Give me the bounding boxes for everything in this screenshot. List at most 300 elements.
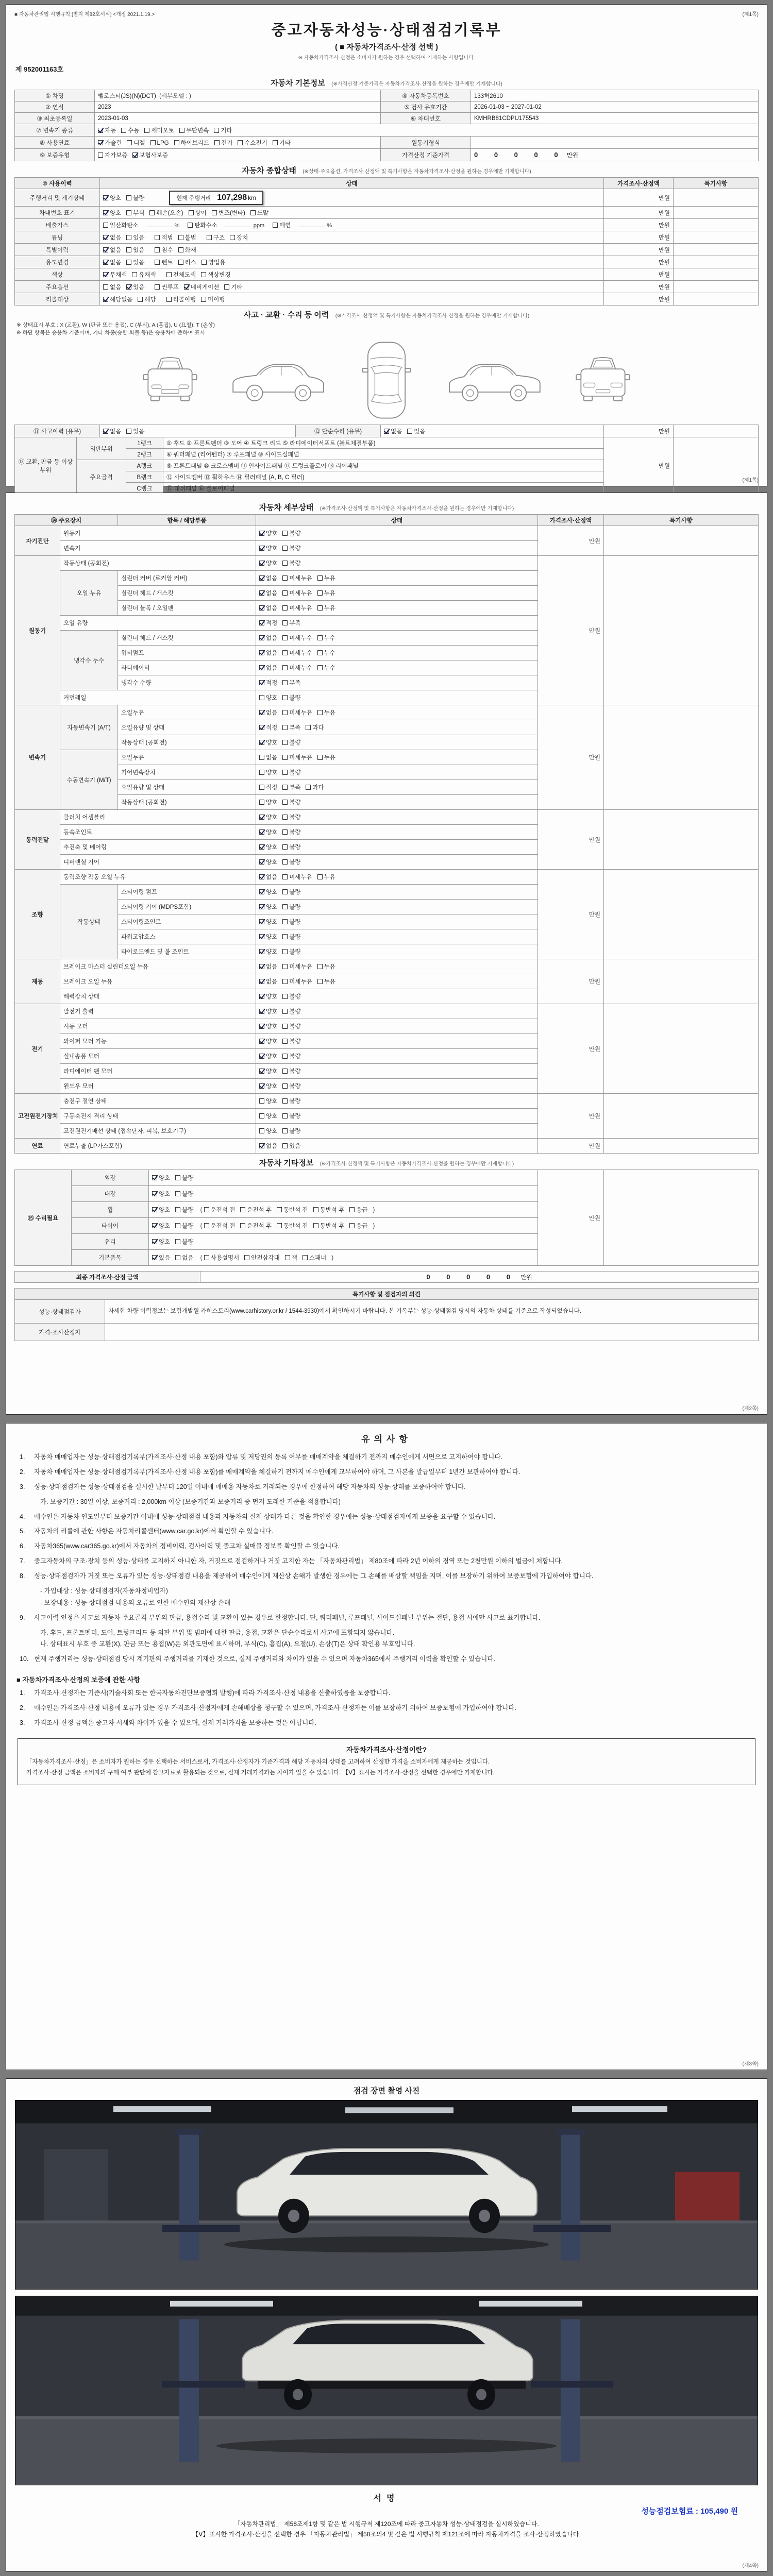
etc-item: 외장 <box>72 1170 149 1186</box>
checkbox-전기[interactable]: 전기 <box>214 139 232 147</box>
checkbox-운전석 전[interactable]: 운전석 전 <box>204 1206 236 1214</box>
detail-remark <box>604 959 759 1004</box>
checkbox-box <box>259 1039 264 1044</box>
checkbox-있음[interactable]: 있음 <box>282 1142 300 1150</box>
checkbox-box <box>155 235 160 240</box>
checkbox-양호[interactable]: 양호 <box>259 903 277 911</box>
checkbox-box <box>259 904 264 909</box>
checkbox-불량[interactable]: 불량 <box>175 1222 193 1230</box>
checkbox-box <box>282 710 288 715</box>
notice-item: 7. 중고자동차의 구조·장치 등의 성능·상태를 고지하지 아니한 자, 거짓으로 점검하거나 거짓 고지한 자는 「자동차관리법」 제80조에 따라 2년 이하의 징역 또는 2천만원 이하의 벌금에 처합니다. <box>20 1557 563 1565</box>
price-appraisal-info-box <box>18 1738 755 1785</box>
overall-condition-table <box>14 177 759 306</box>
checkbox-양호[interactable]: 양호 <box>259 1037 277 1045</box>
checkbox-부식[interactable]: 부식 <box>126 209 144 217</box>
checkbox-box <box>149 210 155 215</box>
checkbox-불량[interactable]: 불량 <box>175 1238 193 1246</box>
checkbox-box <box>259 755 264 760</box>
overall-row-status <box>100 189 604 207</box>
notice-item: 10. 현재 주행거리는 성능·상태점검 당시 계기판의 주행거리를 기재한 것으로, 실제 주행거리와 차이가 있을 수 있으며 자동차365에서 주행거리 이력을 확인할 수 있습니다. <box>20 1655 495 1663</box>
checkbox-불량[interactable]: 불량 <box>282 813 300 821</box>
checkbox-리콜이행[interactable]: 리콜이행 <box>166 295 196 303</box>
checkbox-불량[interactable]: 불량 <box>282 933 300 941</box>
overall-row-remark <box>674 293 759 306</box>
checkbox-전체도색[interactable]: 전체도색 <box>166 270 196 279</box>
car-diagram-top-view <box>356 340 417 421</box>
checkbox-영업용[interactable]: 영업용 <box>201 258 225 266</box>
checkbox-불량[interactable]: 불량 <box>175 1174 193 1182</box>
rank-row <box>15 437 759 449</box>
checkbox-양호[interactable]: 양호 <box>259 529 277 537</box>
checkbox-불량[interactable]: 불량 <box>282 1097 300 1105</box>
checkbox-미세누수[interactable]: 미세누수 <box>282 649 312 657</box>
etc-remark <box>604 1170 759 1266</box>
checkbox-box <box>259 740 264 745</box>
checkbox-box <box>150 140 156 145</box>
checkbox-box <box>184 284 189 290</box>
checkbox-box <box>282 650 288 655</box>
checkbox-누수[interactable]: 누수 <box>317 664 335 672</box>
checkbox-기타[interactable]: 기타 <box>224 283 242 291</box>
checkbox-양호[interactable]: 양호 <box>259 1127 277 1135</box>
notice-item: 1. 자동차 매매업자는 성능·상태점검기록부(가격조사·산정 내용 포함)와 압류 및 저당권의 등록 여부를 매매계약을 체결하기 전까지 매수인에게 서면으로 고지하여야 합니다. <box>20 1453 502 1461</box>
detail-status <box>256 705 538 720</box>
checkbox-해당없음[interactable]: 해당없음 <box>103 295 132 303</box>
signature-statement-1: 「자동차관리법」 제58조제1항 및 같은 법 시행규칙 제120조에 따라 중고자동차 성능·상태점검을 실시하였습니다. <box>234 2520 539 2528</box>
checkbox-양호[interactable]: 양호 <box>103 209 121 217</box>
etc-row <box>15 1170 759 1186</box>
checkbox-불량[interactable]: 불량 <box>282 1007 300 1015</box>
checkbox-양호[interactable]: 양호 <box>259 1082 277 1090</box>
detail-item: 구동축전지 격리 상태 <box>60 1109 256 1124</box>
checkbox-양호[interactable]: 양호 <box>259 1007 277 1015</box>
label-model-year: ② 연식 <box>15 101 95 113</box>
checkbox-미세누유[interactable]: 미세누유 <box>282 962 312 971</box>
checkbox-있음[interactable]: 있음 <box>152 1253 170 1262</box>
page-marker-2: (제2쪽) <box>742 1406 759 1412</box>
checkbox-양호[interactable]: 양호 <box>259 544 277 552</box>
detail-status <box>256 989 538 1004</box>
checkbox-없음[interactable]: 없음 <box>259 574 277 582</box>
checkbox-box <box>214 128 219 133</box>
checkbox-색상변경[interactable]: 색상변경 <box>201 270 230 279</box>
checkbox-box <box>189 210 194 215</box>
checkbox-box <box>207 235 212 240</box>
checkbox-적정[interactable]: 적정 <box>259 723 277 732</box>
checkbox-기타[interactable]: 기타 <box>214 126 232 134</box>
checkbox-네비게이션[interactable]: 네비게이션 <box>184 283 220 291</box>
checkbox-불법[interactable]: 불법 <box>178 233 196 242</box>
checkbox-box <box>282 785 288 790</box>
checkbox-미세누유[interactable]: 미세누유 <box>282 873 312 881</box>
checkbox-box <box>103 235 108 240</box>
checkbox-변조(변타)[interactable]: 변조(변타) <box>212 209 245 217</box>
section-basic-info <box>14 77 759 88</box>
checkbox-잭[interactable]: 잭 <box>285 1253 297 1262</box>
checkbox-불량[interactable]: 불량 <box>282 1127 300 1135</box>
checkbox-양호[interactable]: 양호 <box>259 828 277 836</box>
checkbox-없음[interactable]: 없음 <box>259 1142 277 1150</box>
checkbox-운전석 후[interactable]: 운전석 후 <box>240 1206 272 1214</box>
checkbox-없음[interactable]: 없음 <box>103 283 121 291</box>
checkbox-유채색[interactable]: 유채색 <box>132 270 156 279</box>
checkbox-동반석 전[interactable]: 동반석 전 <box>277 1222 308 1230</box>
checkbox-누유[interactable]: 누유 <box>317 574 335 582</box>
checkbox-불량[interactable]: 불량 <box>282 529 300 537</box>
checkbox-부족[interactable]: 부족 <box>282 723 300 732</box>
checkbox-불량[interactable]: 불량 <box>175 1206 193 1214</box>
checkbox-적정[interactable]: 적정 <box>259 619 277 627</box>
checkbox-동반석 전[interactable]: 동반석 전 <box>277 1206 308 1214</box>
gas-value-blank <box>146 221 173 227</box>
checkbox-렌트[interactable]: 렌트 <box>155 258 173 266</box>
detail-status <box>256 914 538 929</box>
checkbox-없음[interactable]: 없음 <box>259 649 277 657</box>
checkbox-없음[interactable]: 없음 <box>175 1253 193 1262</box>
detail-status <box>256 929 538 944</box>
checkbox-양호[interactable]: 양호 <box>259 1112 277 1120</box>
rank-parts: ① 후드 ② 프론트펜더 ③ 도어 ④ 트렁크 리드 ⑤ 라디에이터서포트 (볼트체결부품) <box>163 437 604 449</box>
checkbox-box <box>259 1128 264 1133</box>
checkbox-누유[interactable]: 누유 <box>317 589 335 597</box>
price-appraisal-box-line-2: 가격조사·산정 금액은 소비자의 구매 여부 판단에 참고자료로 활용되는 것으로, 실제 거래가격과는 차이가 있을 수 있습니다. 【Ⅴ】표시는 가격조사·산정을 선택한 경우에만 기재합니다. <box>26 1770 495 1776</box>
detail-status <box>256 1049 538 1064</box>
checkbox-box <box>259 561 264 566</box>
overall-row-amount: 만원 <box>604 244 674 256</box>
checkbox-불량[interactable]: 불량 <box>126 194 144 202</box>
checkbox-불량[interactable]: 불량 <box>282 828 300 836</box>
checkbox-양호[interactable]: 양호 <box>259 798 277 806</box>
checkbox-양호[interactable]: 양호 <box>259 1052 277 1060</box>
checkbox-양호[interactable]: 양호 <box>152 1222 170 1230</box>
checkbox-box <box>138 297 143 302</box>
current-mileage-label: 현재 주행거리 <box>176 195 211 201</box>
checkbox-없음[interactable]: 없음 <box>259 634 277 642</box>
checkbox-자동[interactable]: 자동 <box>98 126 116 134</box>
checkbox-box <box>306 785 311 790</box>
checkbox-누수[interactable]: 누수 <box>317 634 335 642</box>
checkbox-불량[interactable]: 불량 <box>282 768 300 776</box>
checkbox-없음[interactable]: 없음 <box>259 589 277 597</box>
checkbox-매연[interactable]: 매연 <box>273 221 291 229</box>
rank-parts: ⑨ 프론트패널 ⑩ 크로스멤버 ⑪ 인사이드패널 ⑰ 트렁크플로어 ⑱ 리어패널 <box>163 460 604 471</box>
checkbox-box <box>259 1113 264 1118</box>
checkbox-누유[interactable]: 누유 <box>317 977 335 986</box>
detail-col-amount: 가격조사·산정액 <box>538 515 604 526</box>
checkbox-하이브리드[interactable]: 하이브리드 <box>174 139 210 147</box>
checkbox-썬루프[interactable]: 썬루프 <box>155 283 178 291</box>
checkbox-없음[interactable]: 없음 <box>103 427 121 435</box>
checkbox-box <box>317 964 323 969</box>
checkbox-양호[interactable]: 양호 <box>152 1238 170 1246</box>
checkbox-양호[interactable]: 양호 <box>259 768 277 776</box>
page-marker-1: (제1쪽) <box>742 478 759 483</box>
checkbox-해당[interactable]: 해당 <box>138 295 156 303</box>
detail-item: 오일누유 <box>118 750 256 765</box>
checkbox-도말[interactable]: 도말 <box>250 209 268 217</box>
checkbox-box <box>144 128 149 133</box>
detail-item: 발전기 출력 <box>60 1004 256 1019</box>
checkbox-미세누유[interactable]: 미세누유 <box>282 708 312 717</box>
checkbox-무채색[interactable]: 무채색 <box>103 270 127 279</box>
checkbox-양호[interactable]: 양호 <box>259 888 277 896</box>
device-subgroup: 냉각수 누수 <box>60 631 118 690</box>
checkbox-양호[interactable]: 양호 <box>152 1190 170 1198</box>
checkbox-미세누수[interactable]: 미세누수 <box>282 664 312 672</box>
checkbox-세미오토[interactable]: 세미오토 <box>144 126 174 134</box>
checkbox-침수[interactable]: 침수 <box>155 246 173 254</box>
checkbox-없음[interactable]: 없음 <box>259 708 277 717</box>
device-group-원동기: 원동기 <box>15 556 60 705</box>
checkbox-리스[interactable]: 리스 <box>178 258 196 266</box>
label-vehicle-name: ① 차명 <box>15 90 95 101</box>
overall-row-amount: 만원 <box>604 207 674 219</box>
checkbox-box <box>259 725 264 730</box>
detail-row <box>15 870 759 885</box>
detail-item: 변속기 <box>60 541 256 556</box>
detail-status <box>256 571 538 586</box>
checkbox-불량[interactable]: 불량 <box>282 1022 300 1030</box>
checkbox-기타[interactable]: 기타 <box>273 139 291 147</box>
checkbox-box <box>178 260 183 265</box>
checkbox-과다[interactable]: 과다 <box>306 723 324 732</box>
checkbox-없음[interactable]: 없음 <box>259 604 277 612</box>
detail-row <box>15 705 759 720</box>
checkbox-양호[interactable]: 양호 <box>152 1174 170 1182</box>
checkbox-운전석 전[interactable]: 운전석 전 <box>204 1222 236 1230</box>
checkbox-있음[interactable]: 있음 <box>126 283 144 291</box>
detail-item: 스티어링 기어 (MDPS포함) <box>118 900 256 914</box>
current-mileage-box: 현재 주행거리 107,298 km <box>169 191 263 205</box>
checkbox-자가보증[interactable]: 자가보증 <box>98 151 127 159</box>
checkbox-미세누유[interactable]: 미세누유 <box>282 977 312 986</box>
checkbox-box <box>259 949 264 954</box>
checkbox-디젤[interactable]: 디젤 <box>127 139 145 147</box>
checkbox-불량[interactable]: 불량 <box>282 1052 300 1060</box>
checkbox-box <box>103 284 108 290</box>
checkbox-훼손(오손)[interactable]: 훼손(오손) <box>149 209 183 217</box>
checkbox-없음[interactable]: 없음 <box>259 873 277 881</box>
overall-row-status <box>100 256 604 268</box>
overall-row-status <box>100 231 604 244</box>
checkbox-있음[interactable]: 있음 <box>407 427 425 435</box>
checkbox-없음[interactable]: 없음 <box>259 664 277 672</box>
notice-item: 4. 매수인은 자동차 인도일부터 보증기간 이내에 성능·상태점검 내용과 자동차의 실제 상태가 다른 것을 확인한 경우에는 성능·상태점검자에게 보증을 요구할 수 있습니다. <box>20 1513 496 1520</box>
checkbox-box <box>273 140 278 145</box>
checkbox-box <box>259 844 264 850</box>
checkbox-탄화수소[interactable]: 탄화수소 <box>188 221 217 229</box>
checkbox-일산화탄소[interactable]: 일산화탄소 <box>103 221 139 229</box>
inspection-photo-1 <box>15 2100 758 2290</box>
checkbox-부족[interactable]: 부족 <box>282 783 300 791</box>
checkbox-미세누유[interactable]: 미세누유 <box>282 574 312 582</box>
detail-item: 클러치 어셈블리 <box>60 810 256 825</box>
checkbox-box <box>132 272 137 277</box>
checkbox-없음[interactable]: 없음 <box>384 427 402 435</box>
detail-col-item: 항목 / 해당부품 <box>118 515 256 526</box>
checkbox-있음[interactable]: 있음 <box>126 246 144 254</box>
checkbox-불량[interactable]: 불량 <box>282 947 300 956</box>
basic-section-title: 자동차 기본정보 <box>271 79 325 88</box>
checkbox-box <box>259 546 264 551</box>
checkbox-불량[interactable]: 불량 <box>282 888 300 896</box>
checkbox-양호[interactable]: 양호 <box>259 1097 277 1105</box>
checkbox-불량[interactable]: 불량 <box>282 1112 300 1120</box>
checkbox-있음[interactable]: 있음 <box>126 258 144 266</box>
checkbox-양호[interactable]: 양호 <box>259 738 277 747</box>
checkbox-불량[interactable]: 불량 <box>282 559 300 567</box>
device-group-조향: 조향 <box>15 870 60 959</box>
checkbox-불량[interactable]: 불량 <box>282 1037 300 1045</box>
checkbox-적정[interactable]: 적정 <box>259 783 277 791</box>
overall-row-remark <box>674 207 759 219</box>
checkbox-box <box>259 919 264 924</box>
checkbox-없음[interactable]: 없음 <box>259 962 277 971</box>
checkbox-상이[interactable]: 상이 <box>189 209 207 217</box>
price-guarantee-list <box>14 1688 759 1729</box>
detail-status <box>256 541 538 556</box>
checkbox-양호[interactable]: 양호 <box>259 813 277 821</box>
checkbox-있음[interactable]: 있음 <box>126 233 144 242</box>
checkbox-미세누유[interactable]: 미세누유 <box>282 589 312 597</box>
checkbox-불량[interactable]: 불량 <box>282 903 300 911</box>
checkbox-box <box>103 272 108 277</box>
checkbox-불량[interactable]: 불량 <box>282 1067 300 1075</box>
checkbox-부족[interactable]: 부족 <box>282 619 300 627</box>
etc-status <box>149 1170 538 1186</box>
page-marker-4: (제4쪽) <box>742 2563 759 2569</box>
checkbox-수소전기[interactable]: 수소전기 <box>238 139 267 147</box>
checkbox-불량[interactable]: 불량 <box>282 858 300 866</box>
checkbox-누유[interactable]: 누유 <box>317 962 335 971</box>
checkbox-보험사보증[interactable]: 보험사보증 <box>132 151 168 159</box>
checkbox-box <box>282 1069 288 1074</box>
checkbox-불량[interactable]: 불량 <box>282 918 300 926</box>
checkbox-불량[interactable]: 불량 <box>282 544 300 552</box>
checkbox-양호[interactable]: 양호 <box>259 858 277 866</box>
checkbox-없음[interactable]: 없음 <box>259 977 277 986</box>
checkbox-양호[interactable]: 양호 <box>259 1022 277 1030</box>
checkbox-양호[interactable]: 양호 <box>259 947 277 956</box>
checkbox-화재[interactable]: 화재 <box>178 246 196 254</box>
checkbox-불량[interactable]: 불량 <box>282 843 300 851</box>
checkbox-양호[interactable]: 양호 <box>259 933 277 941</box>
checkbox-응급[interactable]: 응급 <box>349 1222 367 1230</box>
checkbox-불량[interactable]: 불량 <box>282 738 300 747</box>
checkbox-box <box>152 1207 157 1212</box>
notices-title: 유의사항 <box>361 1434 412 1444</box>
checkbox-미이행[interactable]: 미이행 <box>201 295 225 303</box>
checkbox-box <box>98 152 103 158</box>
checkbox-미세누수[interactable]: 미세누수 <box>282 634 312 642</box>
checkbox-양호[interactable]: 양호 <box>259 918 277 926</box>
checkbox-없음[interactable]: 없음 <box>103 258 121 266</box>
rank-remark <box>674 437 759 494</box>
checkbox-적법[interactable]: 적법 <box>155 233 173 242</box>
checkbox-없음[interactable]: 없음 <box>103 246 121 254</box>
checkbox-사용설명서[interactable]: 사용설명서 <box>204 1253 240 1262</box>
checkbox-있음[interactable]: 있음 <box>126 427 144 435</box>
overall-row-status <box>100 293 604 306</box>
checkbox-box <box>317 979 323 984</box>
checkbox-불량[interactable]: 불량 <box>175 1190 193 1198</box>
checkbox-불량[interactable]: 불량 <box>282 693 300 702</box>
label-base-price: 가격산정 기준가격 <box>381 149 471 161</box>
checkbox-누유[interactable]: 누유 <box>317 604 335 612</box>
checkbox-스패너[interactable]: 스패너 <box>303 1253 326 1262</box>
checkbox-양호[interactable]: 양호 <box>259 992 277 1001</box>
checkbox-장치[interactable]: 장치 <box>230 233 248 242</box>
notice-item: 6. 자동차365(www.car365.go.kr)에서 자동차의 정비이력, 검사이력 및 중고차 실매물 정보를 확인할 수 있습니다. <box>20 1543 340 1550</box>
checkbox-불량[interactable]: 불량 <box>282 992 300 1001</box>
checkbox-box <box>282 1024 288 1029</box>
checkbox-box <box>259 770 264 775</box>
checkbox-양호[interactable]: 양호 <box>152 1206 170 1214</box>
label-fuel: ⑧ 사용연료 <box>15 137 95 149</box>
checkbox-미세누유[interactable]: 미세누유 <box>282 604 312 612</box>
checkbox-불량[interactable]: 불량 <box>282 1082 300 1090</box>
detail-status <box>256 690 538 705</box>
detail-status <box>256 1064 538 1079</box>
checkbox-양호[interactable]: 양호 <box>259 559 277 567</box>
checkbox-미세누유[interactable]: 미세누유 <box>282 753 312 761</box>
accident-remark <box>674 425 759 437</box>
notices-list <box>14 1452 759 1665</box>
detail-item: 실린더 헤드 / 개스킷 <box>118 586 256 601</box>
detail-amount: 만원 <box>538 1139 604 1154</box>
checkbox-양호[interactable]: 양호 <box>259 693 277 702</box>
checkbox-box <box>103 210 108 215</box>
checkbox-양호[interactable]: 양호 <box>259 1067 277 1075</box>
detail-row <box>15 1094 759 1109</box>
checkbox-box <box>259 650 264 655</box>
checkbox-box <box>175 1175 180 1180</box>
price-guarantee-subtitle: ■ 자동차가격조사·산정의 보증에 관한 사항 <box>16 1676 141 1684</box>
rank-category: 외판부위 <box>77 437 126 460</box>
checkbox-양호[interactable]: 양호 <box>259 843 277 851</box>
checkbox-box <box>282 546 288 551</box>
checkbox-운전석 후[interactable]: 운전석 후 <box>240 1222 272 1230</box>
checkbox-누유[interactable]: 누유 <box>317 753 335 761</box>
checkbox-적정[interactable]: 적정 <box>259 679 277 687</box>
checkbox-무단변속[interactable]: 무단변속 <box>179 126 209 134</box>
notice-item: 3. 성능·상태점검자는 성능·상태점검을 실시한 날부터 120일 이내에 매매용 자동차로 거래되는 경우에 한정하여 해당 자동차의 성능·상태를 보증하여야 합니다. <box>20 1483 466 1490</box>
checkbox-box <box>282 994 288 999</box>
checkbox-동반석 후[interactable]: 동반석 후 <box>313 1222 345 1230</box>
checkbox-구조[interactable]: 구조 <box>207 233 225 242</box>
checkbox-과다[interactable]: 과다 <box>306 783 324 791</box>
checkbox-box <box>259 635 264 640</box>
checkbox-동반석 후[interactable]: 동반석 후 <box>313 1206 345 1214</box>
checkbox-없음[interactable]: 없음 <box>103 233 121 242</box>
checkbox-불량[interactable]: 불량 <box>282 798 300 806</box>
checkbox-양호[interactable]: 양호 <box>103 194 121 202</box>
checkbox-가솔린[interactable]: 가솔린 <box>98 139 122 147</box>
checkbox-없음[interactable]: 없음 <box>259 753 277 761</box>
checkbox-box <box>282 859 288 865</box>
checkbox-수동[interactable]: 수동 <box>121 126 139 134</box>
detail-item: 연료누출 (LP가스포함) <box>60 1139 256 1154</box>
checkbox-안전삼각대[interactable]: 안전삼각대 <box>244 1253 280 1262</box>
checkbox-응급[interactable]: 응급 <box>349 1206 367 1214</box>
etc-status: 양호 불량 ( 운전석 전 운전석 후 동반석 전 동반석 후 응급 ) <box>149 1202 538 1218</box>
checkbox-LPG[interactable]: LPG <box>150 140 169 146</box>
checkbox-누유[interactable]: 누유 <box>317 873 335 881</box>
checkbox-누수[interactable]: 누수 <box>317 649 335 657</box>
checkbox-누유[interactable]: 누유 <box>317 708 335 717</box>
checkbox-box <box>282 1143 288 1148</box>
checkbox-부족[interactable]: 부족 <box>282 679 300 687</box>
